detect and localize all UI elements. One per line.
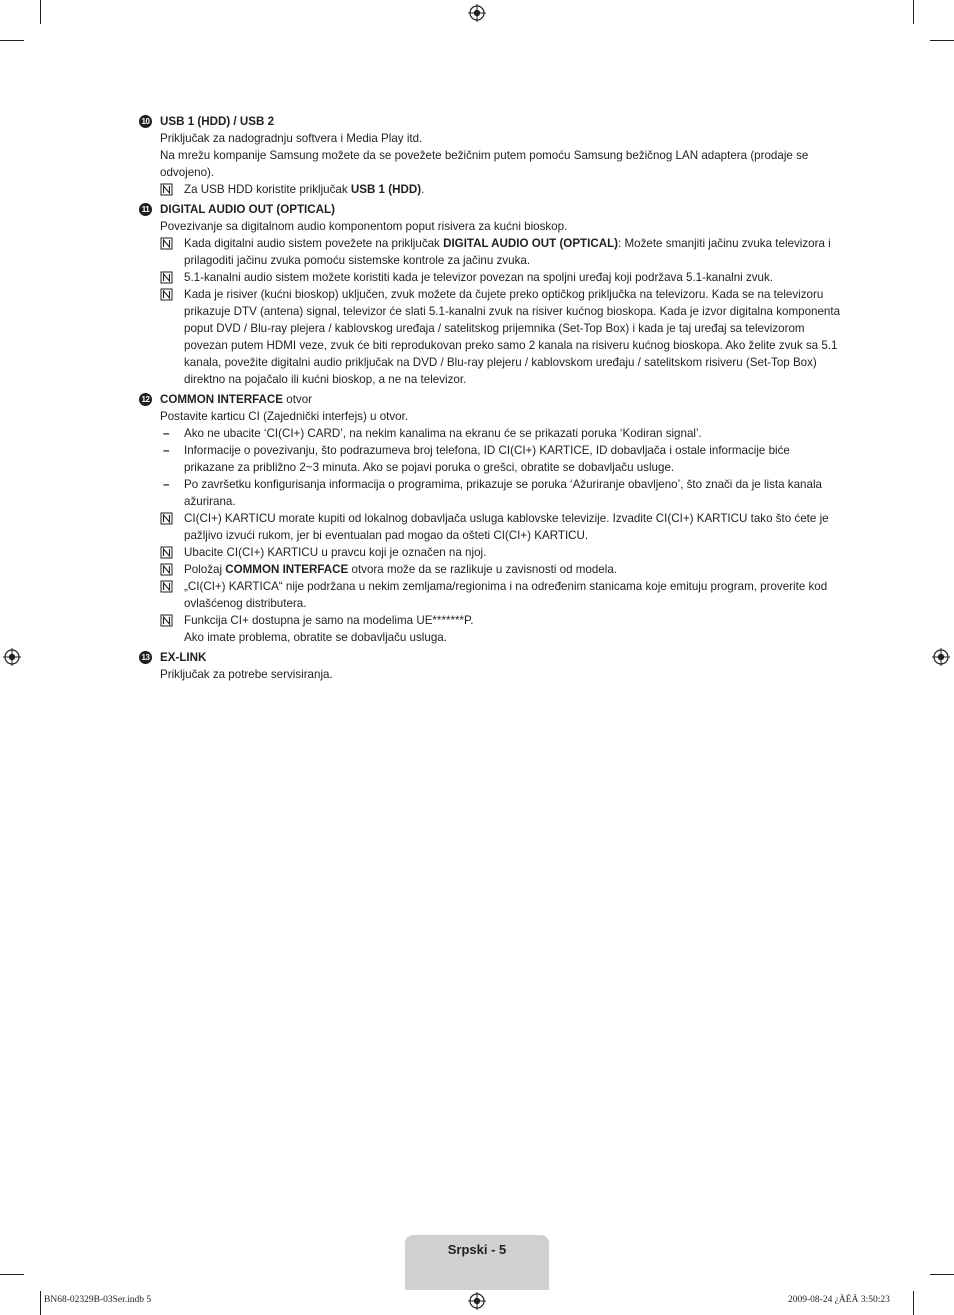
dash-bullet: – xyxy=(163,478,170,491)
text-run: Ubacite CI(CI+) KARTICU u pravcu koji je označen na njoj. xyxy=(184,546,487,559)
text-run: CI(CI+) KARTICU morate kupiti od lokalnog dobavljača usluga kablovske televizije. Izvadite CI(CI+) KARTICU tako što ćete je pažljivo izvući rukom, jer bi eventualan pad mogao da ošteti CI(CI+) KARTICU. xyxy=(184,512,829,542)
item-text xyxy=(184,271,773,284)
item-text xyxy=(184,444,790,474)
registration-mark-icon xyxy=(468,4,486,22)
item-extra-line: Ako imate problema, obratite se dobavljaču usluga. xyxy=(184,631,447,644)
crop-mark xyxy=(913,1291,914,1315)
crop-mark xyxy=(40,0,41,24)
note-item xyxy=(138,286,843,388)
section-title: USB 1 (HDD) / USB 2 xyxy=(160,115,275,128)
note-icon xyxy=(160,563,174,576)
text-run: Po završetku konfigurisanja informacija o programima, prikazuje se poruka ‘Ažuriranje obavljeno’, što znači da je lista kanala ažurirana. xyxy=(184,478,822,508)
section-number-badge: 13 xyxy=(139,651,152,664)
note-icon xyxy=(160,183,174,196)
note-item xyxy=(138,269,843,286)
section-title-suffix: otvor xyxy=(283,393,313,406)
section-paragraph: Povezivanje sa digitalnom audio komponentom poput risivera za kućni bioskop. xyxy=(160,220,568,233)
section-title: EX-LINK xyxy=(160,651,207,664)
item-text xyxy=(184,478,822,508)
bold-term: DIGITAL AUDIO OUT (OPTICAL) xyxy=(443,237,619,250)
text-run: Položaj xyxy=(184,563,226,576)
manual-content xyxy=(138,110,843,683)
note-item xyxy=(138,235,843,269)
note-icon xyxy=(160,580,174,593)
section-heading xyxy=(138,649,843,666)
crop-mark xyxy=(0,1274,24,1275)
crop-mark xyxy=(930,40,954,41)
note-icon xyxy=(160,271,174,284)
note-item xyxy=(138,578,843,612)
page-label: Srpski - 5 xyxy=(447,1242,507,1257)
note-item xyxy=(138,510,843,544)
item-text xyxy=(184,580,827,610)
item-text xyxy=(184,288,840,386)
crop-mark xyxy=(913,0,914,24)
section-paragraph: Priključak za nadogradnju softvera i Media Play itd. xyxy=(160,132,423,145)
section-heading xyxy=(138,201,843,218)
section-number-badge: 11 xyxy=(139,203,152,216)
item-text xyxy=(184,614,473,627)
item-text xyxy=(184,427,702,440)
note-item xyxy=(138,544,843,561)
item-text xyxy=(184,183,424,196)
note-icon xyxy=(160,614,174,627)
note-item xyxy=(138,561,843,578)
bold-term: USB 1 (HDD) xyxy=(350,183,422,196)
dash-item xyxy=(138,425,843,442)
crop-mark xyxy=(930,1274,954,1275)
text-run: Za USB HDD koristite priključak xyxy=(184,183,351,196)
text-run: 5.1-kanalni audio sistem možete koristiti kada je televizor povezan na spoljni uređaj koji podržava 5.1-kanalni zvuk. xyxy=(184,271,774,284)
section-paragraph: Na mrežu kompanije Samsung možete da se povežete bežičnim putem pomoću Samsung bežičnog LAN adaptera (prodaje se odvojeno). xyxy=(160,149,809,179)
text-run: „CI(CI+) KARTICA“ nije podržana u nekim zemljama/regionima i na određenim stanicama koje emituju program, proverite kod ovlašćenog distributera. xyxy=(184,580,828,610)
section-paragraph: Priključak za potrebe servisiranja. xyxy=(160,668,333,681)
section-title: COMMON INTERFACE xyxy=(160,393,284,406)
item-text xyxy=(184,237,831,267)
note-icon xyxy=(160,237,174,250)
text-run: otvora može da se razlikuje u zavisnosti od modela. xyxy=(348,563,618,576)
section-title: DIGITAL AUDIO OUT (OPTICAL) xyxy=(160,203,335,216)
text-run: Funkcija CI+ dostupna je samo na modelima UE*******P. xyxy=(184,614,474,627)
section-number-badge: 12 xyxy=(139,393,152,406)
print-timestamp: 2009-08-24 ¿ÀÈÄ 3:50:23 xyxy=(788,1295,890,1305)
note-item xyxy=(138,612,843,646)
dash-bullet: – xyxy=(163,427,170,440)
item-text xyxy=(184,512,829,542)
bold-term: COMMON INTERFACE xyxy=(225,563,349,576)
section-10 xyxy=(138,113,843,198)
registration-mark-icon xyxy=(3,648,21,666)
file-slug: BN68-02329B-03Ser.indb 5 xyxy=(44,1295,152,1305)
note-icon xyxy=(160,546,174,559)
dash-item xyxy=(138,442,843,476)
item-text xyxy=(184,563,617,576)
text-run: Informacije o povezivanju, što podrazumeva broj telefona, ID CI(CI+) KARTICE, ID dobavljača i ostale informacije biće prikazane za približno 2~3 minuta. Ako se pojavi poruka o grešci, obratite se dobavljaču usluge. xyxy=(184,444,790,474)
section-heading xyxy=(138,391,843,408)
item-text xyxy=(184,546,486,559)
section-11 xyxy=(138,201,843,388)
section-number-badge: 10 xyxy=(139,115,152,128)
note-icon xyxy=(160,288,174,301)
dash-bullet: – xyxy=(163,444,170,457)
note-item xyxy=(138,181,843,198)
section-12 xyxy=(138,391,843,646)
crop-mark xyxy=(40,1291,41,1315)
section-13 xyxy=(138,649,843,683)
section-heading xyxy=(138,113,843,130)
registration-mark-icon xyxy=(932,648,950,666)
text-run: : Možete smanjiti jačinu zvuka televizora i prilagoditi jačinu zvuka pomoću sistemske kontrole za jačinu zvuka. xyxy=(184,237,831,267)
note-icon xyxy=(160,512,174,525)
text-run: . xyxy=(421,183,425,196)
text-run: Kada je risiver (kućni bioskop) uključen, zvuk možete da čujete preko optičkog priključka na televizoru. Kada se na televizoru prikazuje DTV (antena) signal, televizor će slati 5.1-kanalni zvuk na risiver kućnog bioskopa. Kada je izvor digitalna komponenta poput DVD / Blu-ray plejera / kablovskog uređaja / satelitskog prijemnika (Set-Top Box) i kada je taj uređaj sa televizorom povezan putem HDMI veze, zvuk će biti reprodukovan preko samo 2 kanala na risiveru kućnog bioskopa. Ako želite zvuk sa 5.1 kanala, povežite digitalni audio priključak na DVD / Blu-ray plejeru / kablovskom uređaju / satelitskom risiveru (Set-Top Box) direktno na pojačalo ili kućni bioskop, a ne na televizor. xyxy=(184,288,841,386)
page-number-tab xyxy=(405,1235,549,1290)
dash-item xyxy=(138,476,843,510)
registration-mark-icon xyxy=(468,1292,486,1310)
crop-mark xyxy=(0,40,24,41)
section-paragraph: Postavite karticu CI (Zajednički interfejs) u otvor. xyxy=(160,410,409,423)
text-run: Ako ne ubacite ‘CI(CI+) CARD’, na nekim kanalima na ekranu će se prikazati poruka ‘Kodiran signal’. xyxy=(184,427,702,440)
text-run: Kada digitalni audio sistem povežete na priključak xyxy=(184,237,444,250)
